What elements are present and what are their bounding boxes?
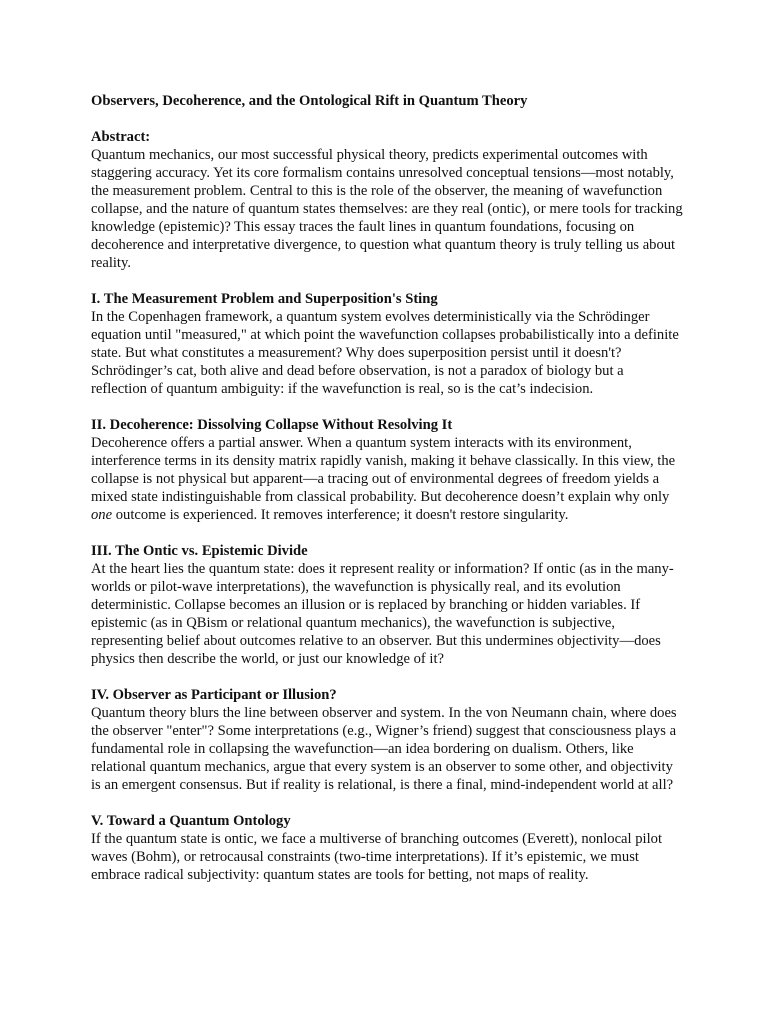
section-measurement-problem [91, 290, 683, 398]
section-heading: Abstract: [91, 129, 151, 145]
section-body: If the quantum state is ontic, we face a multiverse of branching outcomes (Everett), nonlocal pilot waves (Bohm), or retrocausal constraints (two-time interpretations). If it’s epistemic, we must embrace radical subjectivity: quantum states are tools for betting, not maps of reality. [91, 831, 662, 883]
section-observer [91, 686, 683, 794]
section-abstract [91, 128, 683, 272]
section-body: Quantum theory blurs the line between observer and system. In the von Neumann chain, where does the observer "enter"? Some interpretations (e.g., Wigner’s friend) suggest that consciousness plays a fundamental role in collapsing the wavefunction—an idea bordering on dualism. Others, like relational quantum mechanics, argue that every system is an observer to some other, and objectivity is an emergent consensus. But if reality is relational, is there a final, mind-independent world at all? [91, 705, 677, 793]
emphasized-word: one [91, 507, 113, 523]
section-body [91, 434, 683, 524]
section-body-text: Decoherence offers a partial answer. When a quantum system interacts with its environment, interference terms in its density matrix rapidly vanish, making it behave classically. In this view, the collapse is not physical but apparent—a tracing out of environmental degrees of freedom yields a mixed state indistinguishable from classical probability. But decoherence doesn’t explain why only [91, 435, 676, 505]
document-page [91, 92, 683, 902]
section-body: At the heart lies the quantum state: does it represent reality or information? If ontic (as in the many-worlds or pilot-wave interpretations), the wavefunction is physically real, and its evolution deterministic. Collapse becomes an illusion or is replaced by branching or hidden variables. If epistemic (as in QBism or relational quantum mechanics), the wavefunction is subjective, representing belief about outcomes relative to an observer. But this undermines objectivity—does physics then describe the world, or just our knowledge of it? [91, 561, 674, 667]
section-heading: II. Decoherence: Dissolving Collapse Without Resolving It [91, 417, 453, 433]
section-body: Quantum mechanics, our most successful physical theory, predicts experimental outcomes with staggering accuracy. Yet its core formalism contains unresolved conceptual tensions—most notably, the measurement problem. Central to this is the role of the observer, the meaning of wavefunction collapse, and the nature of quantum states themselves: are they real (ontic), or mere tools for tracking knowledge (epistemic)? This essay traces the fault lines in quantum foundations, focusing on decoherence and interpretative divergence, to question what quantum theory is truly telling us about reality. [91, 147, 683, 271]
document-title: Observers, Decoherence, and the Ontological Rift in Quantum Theory [91, 93, 528, 109]
section-body: In the Copenhagen framework, a quantum system evolves deterministically via the Schrödinger equation until "measured," at which point the wavefunction collapses probabilistically into a definite state. But what constitutes a measurement? Why does superposition persist until it doesn't? Schrödinger’s cat, both alive and dead before observation, is not a paradox of biology but a reflection of quantum ambiguity: if the wavefunction is real, so is the cat’s indecision. [91, 309, 679, 397]
section-heading: V. Toward a Quantum Ontology [91, 813, 291, 829]
section-heading: III. The Ontic vs. Epistemic Divide [91, 543, 308, 559]
section-heading: IV. Observer as Participant or Illusion? [91, 687, 337, 703]
section-quantum-ontology [91, 812, 683, 884]
section-body-text: outcome is experienced. It removes interference; it doesn't restore singularity. [112, 507, 569, 523]
section-heading: I. The Measurement Problem and Superposition's Sting [91, 291, 438, 307]
section-decoherence [91, 416, 683, 524]
section-ontic-epistemic [91, 542, 683, 668]
